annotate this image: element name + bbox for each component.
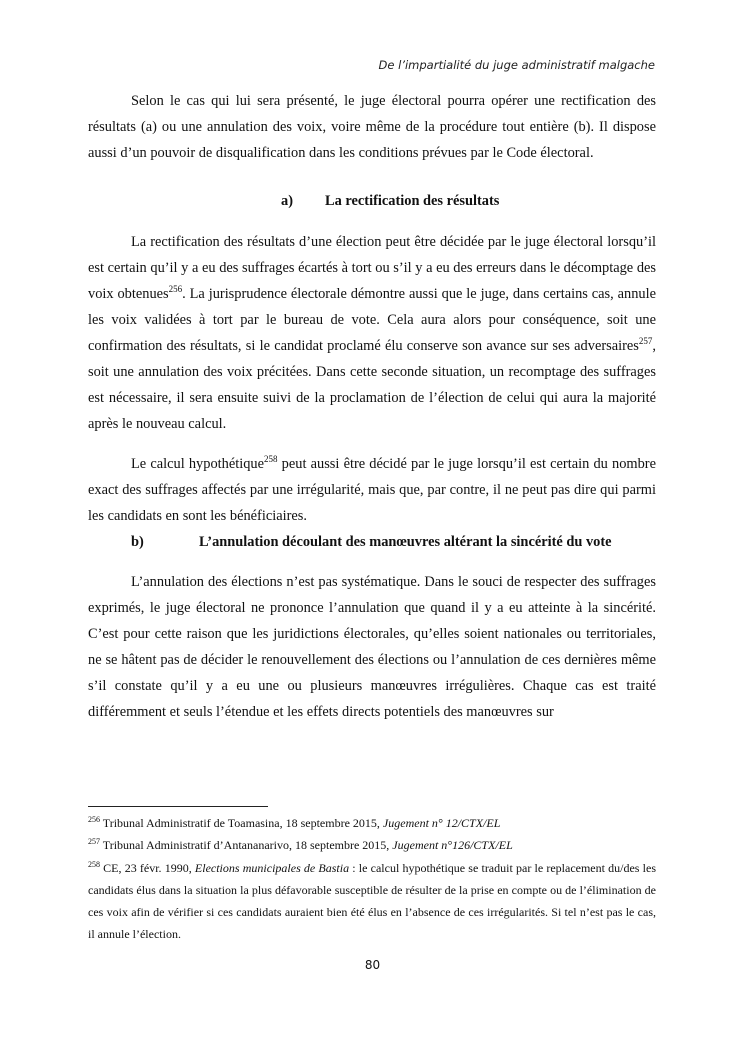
paragraph-rectification [88, 229, 656, 437]
running-header: De l’impartialité du juge administratif malgache [378, 58, 655, 72]
footnote-258-text-before: CE, 23 févr. 1990, [100, 861, 195, 875]
p2-part1: La rectification des résultats d’une élection peut être décidée par le juge électoral lorsqu’il est certain qu’il y a eu des suffrages écartés à tort ou s’il y a eu des erreurs dans le décomptage des voix obtenues [88, 234, 656, 302]
footnote-258-number: 258 [88, 860, 100, 869]
footnote-256-ref: Jugement n° 12/CTX/EL [382, 816, 501, 830]
p4-text: L’annulation des élections n’est pas systématique. Dans le souci de respecter des suffrages exprimés, le juge électoral ne prononce l’annulation que quand il y a eu atteinte à la sincérité. C’est pour cette raison que les juridictions électorales, qu’elles soient nationales ou territoriales, ne se hâtent pas de décider le renouvellement des élections ou l’annulation de ces dernières même s’il constate qu’il y a eu une ou plusieurs manœuvres irrégulières. Chaque cas est traité différemment et seuls l’étendue et les effets directs potentiels des manœuvres sur [88, 574, 656, 720]
paragraph-intro-text: Selon le cas qui lui sera présenté, le juge électoral pourra opérer une rectification des résultats (a) ou une annulation des voix, voire même de la procédure tout entière (b). Il dispose aussi d’un pouvoir de disqualification dans les conditions prévues par le Code électoral. [88, 93, 656, 161]
footnote-256-number: 256 [88, 815, 100, 824]
page-number: 80 [364, 958, 381, 972]
p2-part3: , soit une annulation des voix précitées. Dans cette seconde situation, un recomptage des suffrages est nécessaire, il sera ensuite suivi de la proclamation de l’élection de celui qui aura la majorité après le nouveau calcul. [88, 338, 656, 432]
paragraph-calcul [88, 451, 656, 529]
p3-part2: peut aussi être décidé par le juge lorsqu’il est certain du nombre exact des suffrages affectés par une irrégularité, mais que, par contre, il ne peut pas dire qui parmi les candidats en sont les bénéficiaires. [88, 456, 656, 524]
footnote-ref-258[interactable]: 258 [264, 454, 278, 465]
p2-part2: . La jurisprudence électorale démontre aussi que le juge, dans certains cas, annule les voix validées à tort par le bureau de vote. Cela aura alors pour conséquence, soit une confirmation des résultats, si le candidat proclamé élu conserve son avance sur ses adversaires [88, 286, 656, 354]
section-heading-b [131, 532, 612, 552]
section-b-title: L’annulation découlant des manœuvres altérant la sincérité du vote [199, 534, 612, 550]
footnote-ref-256[interactable]: 256 [168, 284, 183, 295]
section-a-label: a) [281, 193, 293, 209]
footnote-258 [88, 857, 656, 945]
paragraph-annulation [88, 569, 656, 725]
section-a-title: La rectification des résultats [325, 193, 500, 209]
section-heading-a [281, 191, 499, 211]
p3-part1: Le calcul hypothétique [131, 456, 265, 472]
footnote-258-text-after: : le calcul hypothétique se traduit par le replacement du/des les candidats élus dans la situation la plus défavorable susceptible de résulter de la prise en compte ou de l’élimination de ces voix afin de vérifier si ces candidats auraient bien été élus en l’absence de ces irrégularités. Si tel n’est pas le cas, il annule l’élection. [88, 861, 656, 941]
footnote-256-text: Tribunal Administratif de Toamasina, 18 septembre 2015, [100, 816, 383, 830]
footnote-separator [88, 806, 268, 807]
footnote-257-number: 257 [88, 837, 100, 846]
footnote-ref-257[interactable]: 257 [638, 336, 653, 347]
footnote-258-case-name: Elections municipales de Bastia [194, 861, 350, 875]
section-b-label: b) [131, 534, 144, 550]
footnote-257-text: Tribunal Administratif d’Antananarivo, 18 septembre 2015, [100, 838, 393, 852]
footnote-256 [88, 812, 656, 834]
paragraph-intro [88, 88, 656, 166]
footnote-257-ref: Jugement n°126/CTX/EL [392, 838, 513, 852]
footnote-257 [88, 834, 656, 856]
